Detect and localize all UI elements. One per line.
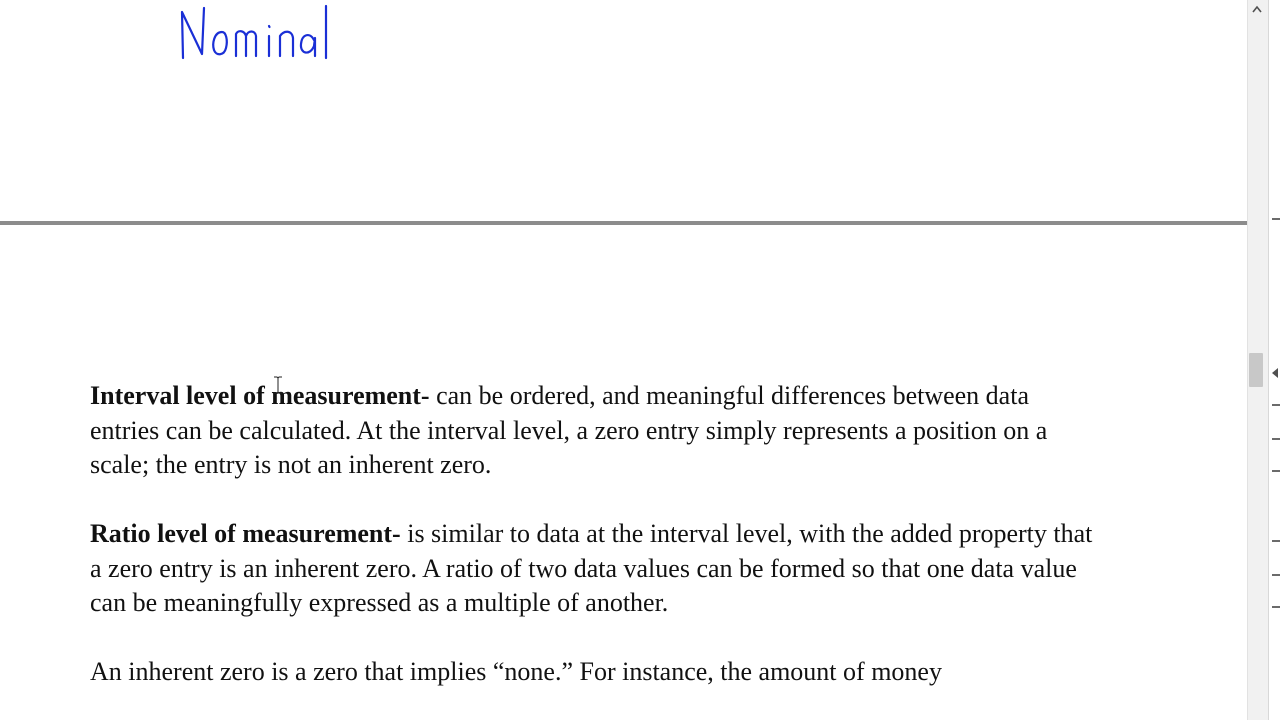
paragraph-ratio [90, 517, 1100, 621]
panel-edge-mark [1272, 438, 1280, 440]
panel-edge-mark [1272, 540, 1280, 542]
panel-edge-mark [1272, 574, 1280, 576]
definition-inherent-zero: An inherent zero is a zero that implies “none.” For instance, the amount of money [90, 657, 942, 686]
page-break-divider [0, 221, 1247, 225]
panel-edge-mark [1272, 218, 1280, 220]
panel-edge-mark [1272, 404, 1280, 406]
paragraph-inherent-zero [90, 655, 1100, 690]
panel-edge-mark [1272, 606, 1280, 608]
scrollbar-thumb[interactable] [1249, 353, 1263, 387]
paragraph-interval [90, 379, 1100, 483]
handwritten-annotation [178, 2, 338, 64]
chevron-up-icon[interactable] [1247, 0, 1267, 18]
definition-interval: can be ordered, and meaningful differences between data entries can be calculated. At the interval level, a zero entry simply represents a position on a scale; the entry is not an inherent zero. [90, 381, 1048, 479]
chevron-left-icon[interactable] [1270, 366, 1280, 378]
document-body [90, 379, 1100, 720]
handwriting-ink [178, 2, 338, 64]
svg-text:Nominal: Nominal [178, 2, 182, 3]
term-ratio: Ratio level of measurement- [90, 519, 401, 548]
term-interval: Interval level of measurement- [90, 381, 430, 410]
side-panel-edge [1268, 0, 1280, 720]
definition-ratio: is similar to data at the interval level, with the added property that a zero entry is an inherent zero. A ratio of two data values can be formed so that one data value can be meaningfully expressed as a multiple of another. [90, 519, 1093, 617]
ibeam-cursor-icon [272, 376, 284, 394]
panel-edge-mark [1272, 470, 1280, 472]
